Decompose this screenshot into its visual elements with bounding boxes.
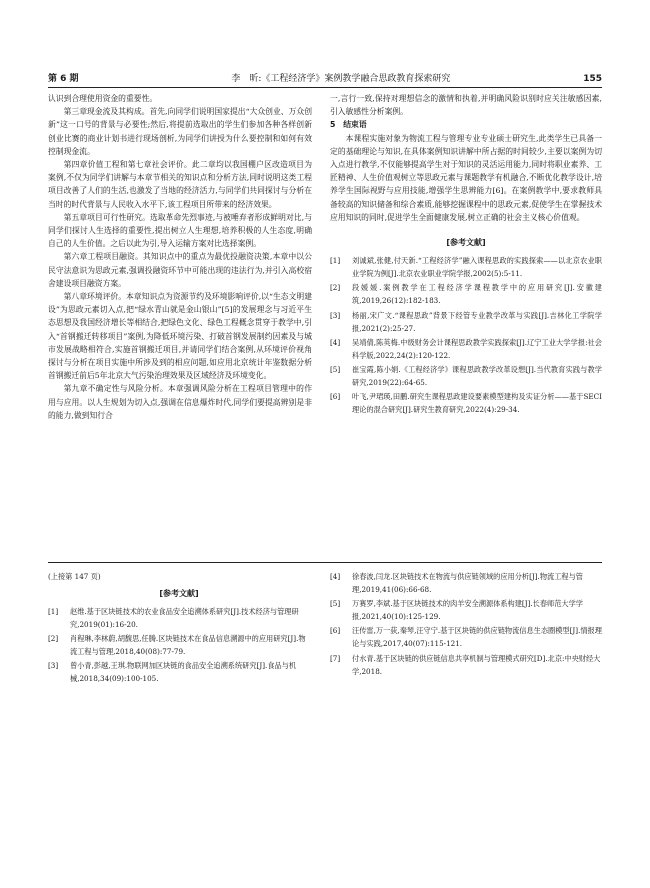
reference-text: 段媛媛.案例教学在工程经济学课程教学中的应用研究[J].安徽建筑,2019,26(12):182-183. <box>352 283 602 306</box>
left-column <box>48 92 312 422</box>
paragraph: 第六章工程项目融资。其知识点中的重点为最优投融资决策,本章中以公民守法意识为思政元素,强调投融资环节中可能出现的违法行为,并引入高校宿舍建设项目融资方案。 <box>48 252 312 288</box>
bottom-right-column <box>330 570 602 679</box>
reference-number: [2] <box>48 634 59 644</box>
reference-number: [3] <box>330 310 341 320</box>
reference-number: [6] <box>330 392 341 402</box>
reference-list <box>48 605 310 685</box>
reference-text: 汪传雷,万一荻,秦琴,汪守宁.基于区块链的供应链物流信息生态圈模型[J].情报理论与实践,2017,40(07):115-121. <box>352 626 602 649</box>
reference-item <box>330 597 602 623</box>
reference-number: [7] <box>330 653 341 663</box>
bottom-left-column <box>48 570 310 687</box>
reference-number: [4] <box>330 572 341 581</box>
paragraph: 第八章环境评价。本章知识点为资源节约及环境影响评价,以“生态文明建设”为思政元素切入点,把“绿水青山就是金山银山”[5]的发展理念与习近平生态思想及我国经济增长等相结合,把绿色文化、绿色工程概念贯穿于教学中,引入“首钢搬迁转移项目”案例,为降低环境污染、打破首钢发展制约因素及与城市发展战略相符合,实施首钢搬迁项目,并请同学们结合案例,从环境评价视角探讨与分析在项目实施中所涉及到的相应问题,如应用北京统计年鉴数据分析首钢搬迁前后5年北京大气污染治理效果及区域经济及环境变化。 <box>48 292 312 381</box>
reference-list <box>330 254 602 416</box>
right-column <box>330 92 602 417</box>
reference-item <box>330 652 602 678</box>
reference-list <box>330 570 602 678</box>
reference-text: 吴靖倩,陈英梅.中级财务会计课程思政教学实践探索[J].辽宁工业大学学报:社会科学版,2022,24(2):120-122. <box>352 337 602 360</box>
running-title: 李 昕:《工程经济学》案例教学融合思政教育探索研究 <box>231 74 451 84</box>
paragraph: 一,言行一致,保持对理想信念的激情和执着,并明确风险识别时应关注敏感因素,引入敏感性分析案例。 <box>330 94 602 117</box>
header-rule <box>48 87 602 88</box>
reference-number: [1] <box>330 256 341 266</box>
reference-text: 刘诚斌,张健,付天新.“工程经济学”融入课程思政的实践探索——以北京农业职业学院为例[J].北京农业职业学院学报,2002(5):5-11. <box>352 256 602 279</box>
reference-number: [2] <box>330 283 341 293</box>
paragraph: 第九章不确定性与风险分析。本章强调风险分析在工程项目管理中的作用与应用。以人生规划为切入点,强调在信息爆炸时代,同学们要提高辨别是非的能力,做到知行合 <box>48 384 312 420</box>
reference-text: 付水青.基于区块链的供应链信息共享机制与管理模式研究[D].北京:中央财经大学,2018. <box>352 653 601 676</box>
reference-number: [5] <box>330 599 341 609</box>
reference-item <box>330 309 602 335</box>
reference-item <box>330 390 602 416</box>
reference-item <box>330 281 602 307</box>
reference-item <box>330 363 602 389</box>
reference-number: [1] <box>48 607 59 616</box>
running-header <box>48 70 602 84</box>
reference-item <box>48 659 310 685</box>
paragraph: 本课程实施对象为物流工程与管理专业专业硕士研究生,此类学生已具备一定的基础理论与知识,在具体案例知识讲解中所占据的时间较少,主要以案例为切入点进行教学,不仅能够提高学生对于知识的灵活运用能力,同时将职业素养、工匠精神、人生价值观树立等思政元素与课题教学有机融合,不断优化教学设计,培养学生国际视野与应用技能,增强学生思辨能力[6]。在案例教学中,要求教师具备较高的知识储备和综合素质,能够挖掘课程中的思政元素,促使学生在掌握技术应用知识的同时,促进学生全面健康发展,树立正确的社会主义核心价值观。 <box>330 133 602 222</box>
reference-text: 杨丽,宋广文.“课程思政”背景下经管专业教学改革与实践[J].吉林化工学院学报,2021(2):25-27. <box>352 310 602 333</box>
reference-item <box>330 254 602 280</box>
reference-item <box>48 632 310 658</box>
reference-number: [6] <box>330 626 341 636</box>
reference-text: 叶飞,尹珺瑛,田鹏.研究生课程思政建设要素模型建构及实证分析——基于SECI理论的混合研究[J].研究生教育研究,2022(4):29-34. <box>352 392 602 415</box>
section-divider-rule <box>48 562 602 563</box>
reference-number: [5] <box>330 364 341 374</box>
references-heading: [参考文献] <box>446 238 486 248</box>
paragraph: 认识到合理使用资金的重要性。 <box>48 94 158 103</box>
section-heading: 5 结束语 <box>330 120 367 130</box>
page-number: 155 <box>583 74 602 84</box>
reference-text: 曾小青,彭越,王琪.物联网加区块链的食品安全追溯系统研究[J].食品与机械,2018,34(09):100-105. <box>70 661 297 684</box>
continued-from-note: (上接第 147 页) <box>48 572 101 581</box>
paragraph: 第四章价值工程和第七章社会评价。此二章均以我国棚户区改造项目为案例,不仅为同学们讲解与本章节相关的知识点和分析方法,同时说明这类工程项目改善了人们的生活,也激发了当地的经济活力,与同学们共同探讨与分析在当时的时代背景与人民收入水平下,该工程项目所带来的经济效果。 <box>48 160 312 209</box>
reference-number: [4] <box>330 337 341 347</box>
issue-number: 第 6 期 <box>48 74 79 84</box>
reference-number: [3] <box>48 661 59 671</box>
reference-item <box>48 605 310 631</box>
reference-item <box>330 336 602 362</box>
reference-item <box>330 624 602 650</box>
reference-text: 万赛罗,李斌.基于区块链技术的肉羊安全溯源体系构建[J].长春师范大学学报,2021,40(10):125-129. <box>352 599 583 622</box>
paragraph: 第五章项目可行性研究。选取革命先烈事迹,与被唾弃者形成鲜明对比,与同学们探讨人生选择的重要性,提出树立人生理想,培养积极的人生态度,明确自己的人生价值。之后以此为引,导入运输方案对比选择案例。 <box>48 212 312 249</box>
reference-text: 崔宝霞,陈小娟.《工程经济学》课程思政教学改革设想[J].当代教育实践与教学研究,2019(22):64-65. <box>352 364 602 387</box>
reference-text: 肖程琳,李林蔚,胡馥思,任腾.区块链技术在食品信息溯源中的应用研究[J].物流工程与管理,2018,40(08):77-79. <box>70 634 306 657</box>
references-heading: [参考文献] <box>159 589 199 598</box>
paragraph: 第三章现金流及其构成。首先,向同学们说明国家提出“大众创业、万众创新”这一口号的背景与必要性;然后,将提前选取出的学生们参加各种各样创新创业比赛的商业计划书进行现场剖析,为同学们讲授为什么要控制和如何有效控制现金流。 <box>48 107 312 156</box>
reference-text: 赵维.基于区块链技术的农业食品安全追溯体系研究[J].技术经济与管理研究,2019(01):16-20. <box>70 607 299 629</box>
reference-item <box>330 570 602 596</box>
reference-text: 徐春波,闫龙.区块链技术在物流与供应链领域的应用分析[J].物流工程与管理,2019,41(06):66-68. <box>352 572 583 594</box>
